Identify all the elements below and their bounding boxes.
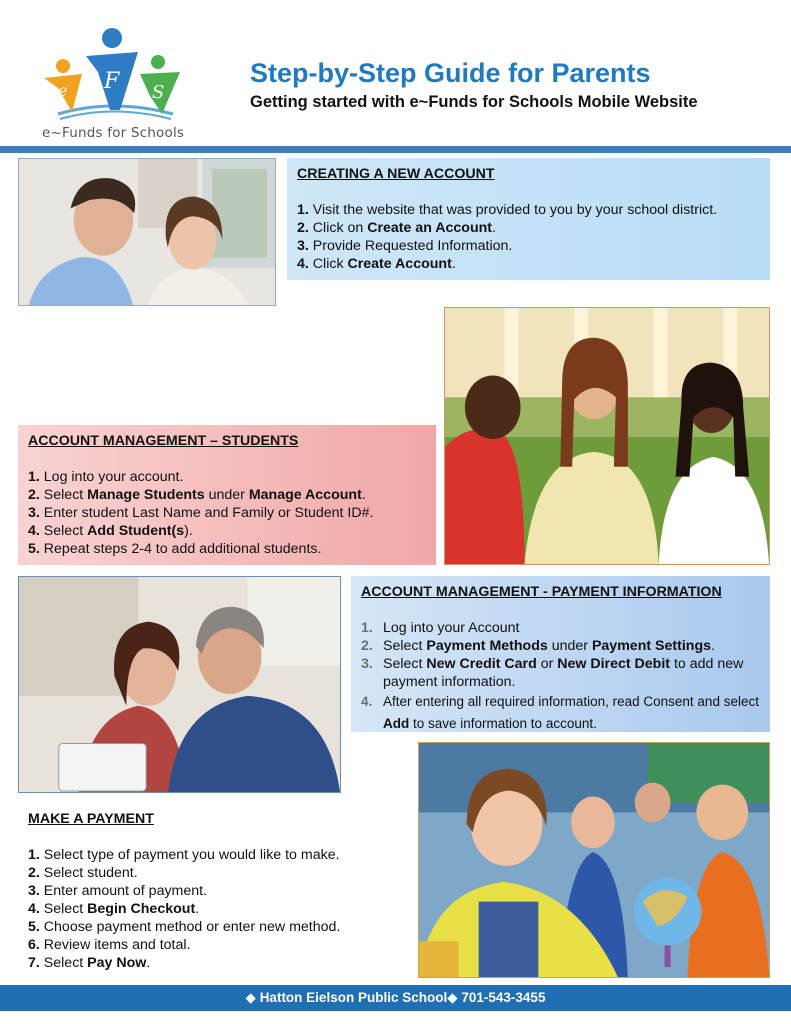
step-text: Repeat steps 2-4 to add additional students. [43,541,322,557]
step-bold: Add [383,716,410,731]
list-item [361,655,760,691]
step-text: Enter student Last Name and Family or Student ID#. [43,505,374,521]
list-item [28,936,408,954]
step-bold: Add Student(s [87,523,185,539]
section-heading: CREATING A NEW ACCOUNT [297,166,495,182]
list-item [297,201,760,219]
step-text: . [492,220,496,236]
step-text: Log into your Account [383,620,520,636]
step-text: ). [184,523,193,539]
section-heading: MAKE A PAYMENT [28,811,154,827]
list-item [28,954,408,972]
step-bold: Create Account [347,256,452,272]
step-text: Select student. [43,865,138,881]
list-item [28,468,426,486]
step-number: 4. [28,901,40,917]
page-title: Step-by-Step Guide for Parents [250,58,651,88]
footer-phone: 701-543-3455 [461,990,546,1005]
logo-caption: e~Funds for Schools [42,125,185,141]
list-item [297,219,760,237]
step-number: 1. [28,847,40,863]
diamond-icon: ◆ [447,990,458,1005]
step-number: 2. [361,638,373,654]
step-text: Click on [312,220,368,236]
step-number: 2. [28,487,40,503]
list-item [361,691,760,735]
step-text: to add new payment information. [383,656,744,690]
list-item [297,255,760,273]
step-bold: New Credit Card [426,656,537,672]
svg-text:e: e [58,81,68,100]
footer-bar [0,985,791,1011]
footer-school: Hatton Eielson Public School [259,990,448,1005]
step-text: Click [312,256,348,272]
list-item [28,864,408,882]
step-number: 5. [28,919,40,935]
steps-list [297,201,760,273]
diamond-icon: ◆ [245,990,256,1005]
section-account-students [18,425,436,565]
section-make-payment [18,803,418,978]
list-item [361,619,760,637]
steps-list [28,468,426,558]
step-text: . [451,256,456,272]
step-text: Choose payment method or enter new method. [43,919,341,935]
step-bold: Payment Settings [591,638,712,654]
step-bold: New Direct Debit [557,656,670,672]
step-bold: Begin Checkout [87,901,196,917]
list-item [28,540,426,558]
step-text: Select [43,523,88,539]
page-subtitle: Getting started with e~Funds for Schools Mobile Website [250,93,698,111]
step-number: 5. [28,541,40,557]
step-text: . [711,638,715,654]
section-create-account [287,158,770,280]
step-text: . [146,955,151,971]
step-number: 2. [28,865,40,881]
list-item [28,846,408,864]
step-text: Select [383,656,427,672]
step-number: 4. [361,694,373,709]
step-bold: Payment Methods [426,638,548,654]
step-number: 4. [28,523,40,539]
step-text: Select [43,487,88,503]
header-divider [0,146,791,153]
step-bold: Manage Students [87,487,205,503]
list-item [28,882,408,900]
list-item [297,237,760,255]
step-number: 3. [28,883,40,899]
list-item [28,522,426,540]
step-text: . [361,487,366,503]
step-text: under [547,638,592,654]
step-number: 1. [28,469,40,485]
step-text: or [536,656,558,672]
list-item [361,637,760,655]
photo-classroom-kids [418,742,770,978]
step-text: Review items and total. [43,937,191,953]
step-text: After entering all required information, read Consent and select [383,694,759,709]
list-item [28,504,426,522]
section-payment-information [351,576,770,732]
step-number: 3. [297,238,309,254]
step-number: 7. [28,955,40,971]
step-bold: Manage Account [248,487,362,503]
step-number: 6. [28,937,40,953]
steps-list [361,619,760,735]
photo-couple-laptop [18,158,276,306]
step-text: Provide Requested Information. [312,238,513,254]
list-item [28,918,408,936]
photo-couple-tablet [18,576,341,793]
step-text: Select [43,955,88,971]
step-text: . [195,901,200,917]
step-text: to save information to account. [409,716,597,731]
svg-text:S: S [152,82,165,103]
list-item [28,486,426,504]
section-heading: ACCOUNT MANAGEMENT - PAYMENT INFORMATION [361,584,722,600]
svg-text:F: F [104,69,120,94]
step-text: Enter amount of payment. [43,883,208,899]
step-text: Select type of payment you would like to make. [43,847,340,863]
step-number: 2. [297,220,309,236]
photo-students-outdoors [444,307,770,565]
step-number: 4. [297,256,309,272]
step-bold: Pay Now [87,955,147,971]
steps-list [28,846,408,972]
step-number: 1. [297,202,309,218]
step-text: Log into your account. [43,469,184,485]
step-number: 3. [361,656,373,672]
step-text: Visit the website that was provided to you by your school district. [312,202,718,218]
step-text: Select [383,638,427,654]
step-number: 3. [28,505,40,521]
list-item [28,900,408,918]
step-number: 1. [361,620,373,636]
section-heading: ACCOUNT MANAGEMENT – STUDENTS [28,433,299,449]
step-bold: Create an Account [367,220,493,236]
step-text: Select [43,901,88,917]
step-text: under [204,487,249,503]
